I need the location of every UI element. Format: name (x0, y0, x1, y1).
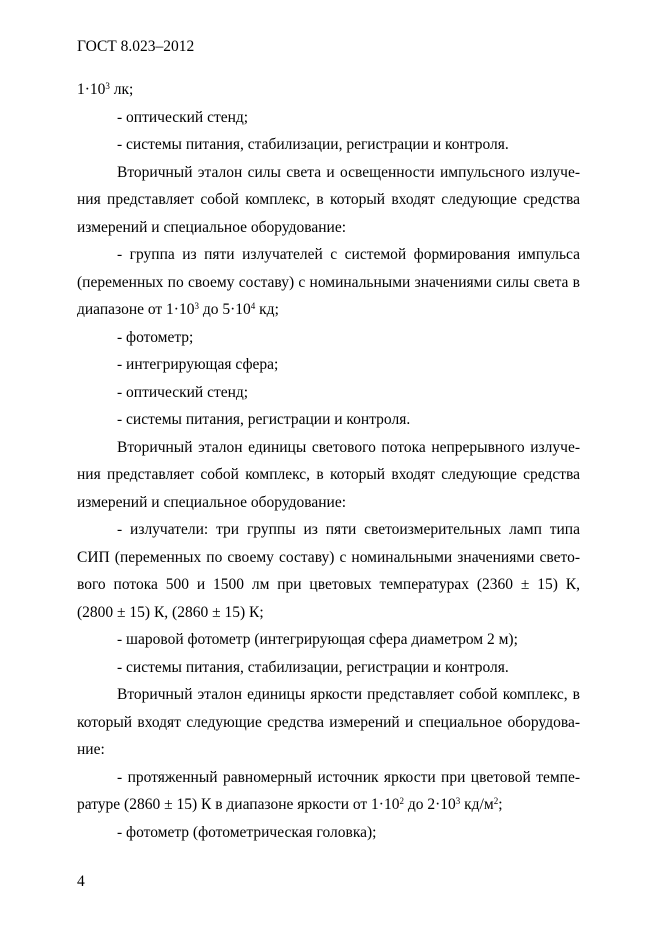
text-fragment: ; (498, 796, 503, 813)
text-line-6: измерений и специальное оборудование: (77, 218, 347, 236)
text-fragment: диапазоне от 1·10 (77, 301, 195, 318)
text-line-22: - системы питания, стабилизации, регистрации и контроля. (117, 658, 509, 676)
text-line-20: (2800 ± 15) К, (2860 ± 15) К; (77, 603, 264, 621)
superscript: 4 (250, 301, 256, 311)
document-body (77, 76, 580, 846)
text-line-1 (77, 76, 580, 104)
superscript: 3 (194, 301, 199, 311)
superscript: 3 (105, 81, 110, 91)
text-line-10: - фотометр; (117, 328, 194, 346)
text-fragment: 1·10 (77, 81, 106, 98)
document-header: ГОСТ 8.023–2012 (77, 38, 195, 55)
text-line-12: - оптический стенд; (117, 383, 249, 401)
text-line-19: вого потока 500 и 1500 лм при цветовых температурах (2360 ± 15) К, (77, 576, 580, 593)
text-line-26: - протяженный равномерный источник яркости при цветовой темпе- (117, 768, 580, 786)
text-line-13: - системы питания, регистрации и контроля. (117, 411, 411, 428)
text-line-24: который входят следующие средства измерений и специальное оборудова- (77, 713, 580, 731)
page-number: 4 (77, 873, 85, 890)
text-line-4: Вторичный эталон силы света и освещенности импульсного излуче- (117, 163, 580, 181)
text-line-8: (переменных по своему составу) с номинальными значениями силы света в (77, 273, 580, 291)
text-line-15: ния представляет собой комплекс, в который входят следующие средства (77, 466, 580, 483)
text-line-25: ние: (77, 741, 105, 758)
text-line-21: - шаровой фотометр (интегрирующая сфера диаметром 2 м); (117, 631, 518, 648)
text-line-27 (77, 791, 580, 819)
superscript: 3 (455, 796, 461, 806)
text-fragment: кд/м (460, 796, 494, 813)
text-line-2: - оптический стенд; (117, 108, 249, 126)
text-line-14: Вторичный эталон единицы светового потока непрерывного излуче- (117, 438, 580, 456)
text-fragment: лк; (109, 81, 134, 98)
text-line-7: - группа из пяти излучателей с системой формирования импульса (117, 246, 580, 263)
text-line-16: измерений и специальное оборудование: (77, 493, 347, 511)
superscript: 2 (493, 796, 499, 806)
text-fragment: до 2·10 (403, 796, 456, 813)
superscript: 2 (399, 796, 404, 806)
text-line-17: - излучатели: три группы из пяти светоизмерительных ламп типа (117, 521, 580, 538)
text-line-9 (77, 296, 580, 324)
text-line-28: - фотометр (фотометрическая головка); (117, 823, 377, 841)
text-line-3: - системы питания, стабилизации, регистрации и контроля. (117, 136, 509, 153)
text-line-11: - интегрирующая сфера; (117, 356, 279, 373)
text-fragment: до 5·10 (198, 301, 251, 318)
text-line-5: ния представляет собой комплекс, в который входят следующие средства (77, 191, 580, 208)
text-line-18: СИП (переменных по своему составу) с номинальными значениями свето- (77, 548, 580, 566)
text-fragment: ратуре (2860 ± 15) К в диапазоне яркости от 1·10 (77, 796, 400, 813)
text-line-23: Вторичный эталон единицы яркости представляет собой комплекс, в (117, 686, 580, 703)
text-fragment: кд; (255, 301, 279, 318)
